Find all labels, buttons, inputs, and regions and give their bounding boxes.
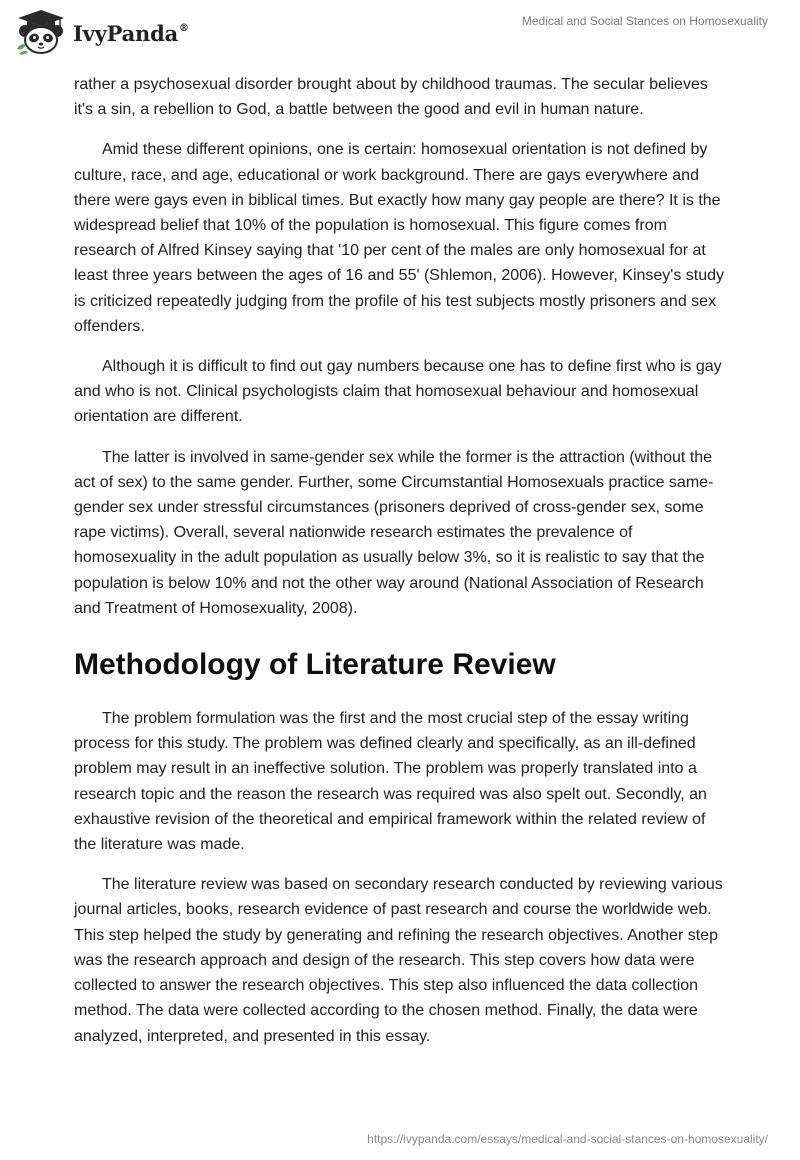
section-heading: Methodology of Literature Review: [74, 648, 556, 682]
brand-name-text: IvyPanda: [73, 20, 179, 46]
paragraph: Although it is difficult to find out gay numbers because one has to define first who is gay and who is not. Clinical psychologists claim that homosexual behaviour and homosexual orientation are different.: [74, 358, 722, 426]
paragraph: The problem formulation was the first and the most crucial step of the essay writing process for this study. The problem was defined clearly and specifically, as an ill-defined problem may result in an ineffective solution. The problem was properly translated into a research topic and the reason the research was required was also spelt out. Secondly, an exhaustive revision of the theoretical and empirical framework within the related review of the literature was made.: [74, 710, 707, 854]
paragraph: rather a psychosexual disorder brought about by childhood traumas. The secular believes it's a sin, a rebellion to God, a battle between the good and evil in human nature.: [74, 76, 708, 119]
paragraph: The latter is involved in same-gender sex while the former is the attraction (without the act of sex) to the same gender. Further, some Circumstantial Homosexuals practice same-gender sex under stressful circumstances (prisoners deprived of cross-gender sex, some rape victims). Overall, several nationwide research estimates the prevalence of homosexuality in the adult population as usually below 3%, so it is realistic to say that the population is below 10% and not the other way around (National Association of Research and Treatment of Homosexuality, 2008).: [74, 448, 714, 617]
page-header: [0, 0, 800, 62]
essay-body: [74, 72, 728, 1064]
registered-mark: ®: [179, 22, 189, 34]
source-url[interactable]: https://ivypanda.com/essays/medical-and-social-stances-on-homosexuality/: [367, 1132, 768, 1146]
paragraph: Amid these different opinions, one is certain: homosexual orientation is not defined by culture, race, and age, educational or work background. There are gays everywhere and there were gays even in biblical times. But exactly how many gay people are there? It is the widespread belief that 10% of the population is homosexual. This figure comes from research of Alfred Kinsey saying that '10 per cent of the males are only homosexual for at least three years between the ages of 16 and 55' (Shlemon, 2006). However, Kinsey's study is criticized repeatedly judging from the profile of his test subjects mostly prisoners and sex offenders.: [74, 141, 725, 335]
ivypanda-logo[interactable]: [14, 9, 189, 55]
document-title: Medical and Social Stances on Homosexuality: [521, 14, 768, 28]
brand-name: [73, 21, 189, 46]
paragraph: The literature review was based on secondary research conducted by reviewing various journal articles, books, research evidence of past research and course the worldwide web. This step helped the study by generating and refining the research objectives. Another step was the research approach and design of the research. This step covers how data were collected to answer the research objectives. This step also influenced the data collection method. The data were collected according to the chosen method. Finally, the data were analyzed, interpreted, and presented in this essay.: [74, 876, 723, 1045]
panda-graduate-icon: [14, 9, 68, 55]
